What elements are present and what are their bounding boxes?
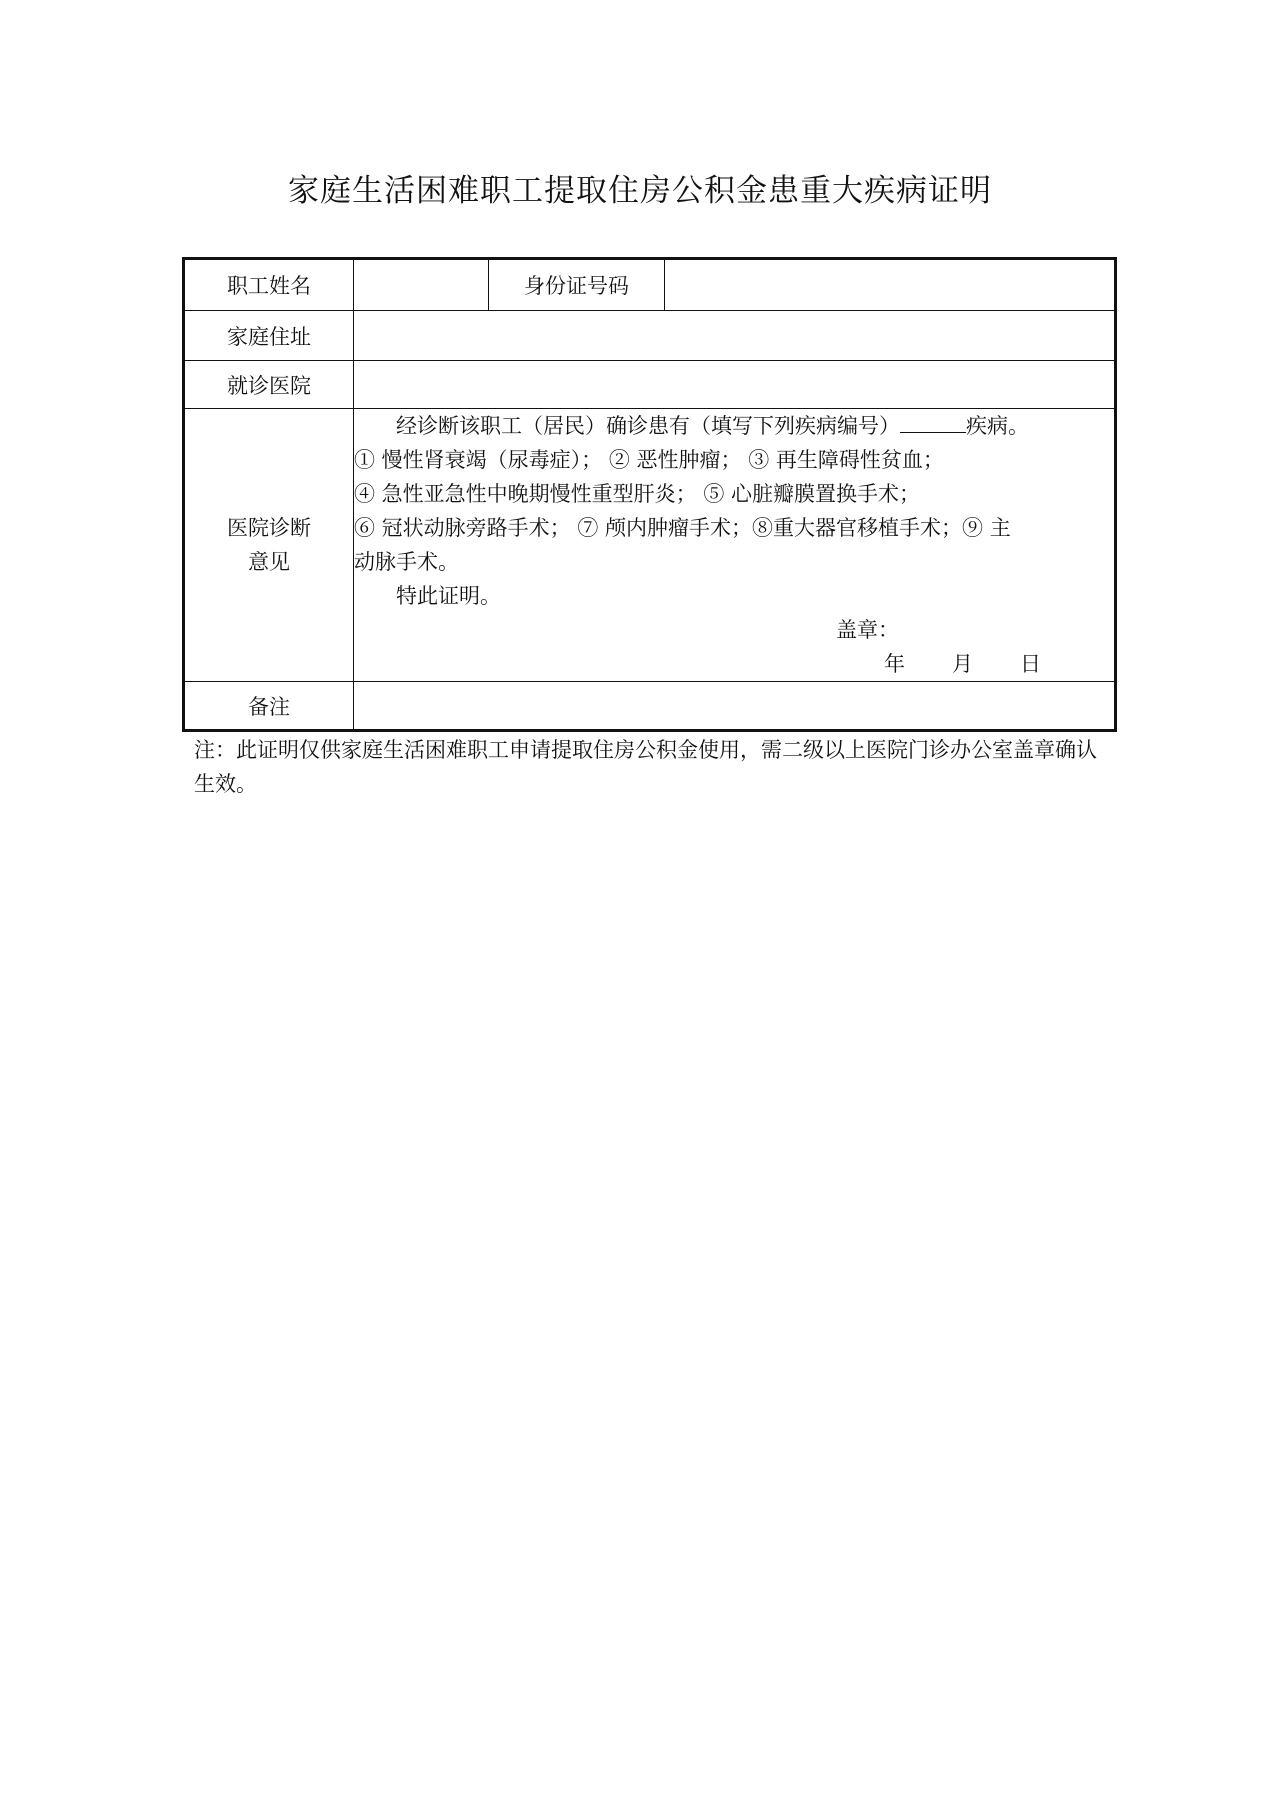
certify-text: 特此证明。 (396, 584, 501, 608)
diagnosis-label (184, 409, 354, 682)
row-diagnosis (184, 409, 1116, 682)
year-label: 年 (884, 652, 905, 676)
home-address-label: 家庭住址 (184, 311, 354, 361)
remarks-field[interactable] (354, 682, 1116, 731)
disease-number-blank[interactable] (900, 412, 966, 433)
diagnosis-intro-text: 经诊断该职工（居民）确诊患有（填写下列疾病编号） (396, 414, 900, 438)
row-remarks (184, 682, 1116, 731)
row-name-id (184, 259, 1116, 311)
diagnosis-intro-suffix: 疾病。 (966, 414, 1029, 438)
date-line (354, 647, 1114, 681)
disease-list-line-2: ④ 急性亚急性中晚期慢性重型肝炎； ⑤ 心脏瓣膜置换手术； (354, 482, 921, 506)
diagnosis-opinion (354, 409, 1116, 682)
hospital-label: 就诊医院 (184, 361, 354, 409)
row-hospital (184, 361, 1116, 409)
home-address-field[interactable] (354, 311, 1116, 361)
employee-name-field[interactable] (354, 259, 489, 311)
diagnosis-label-line2: 意见 (248, 550, 290, 574)
employee-name-label: 职工姓名 (184, 259, 354, 311)
seal-label: 盖章： (836, 618, 899, 642)
remarks-label: 备注 (184, 682, 354, 731)
diagnosis-intro-line (354, 409, 1114, 443)
id-number-field[interactable] (665, 259, 1116, 311)
id-number-label: 身份证号码 (489, 259, 665, 311)
page-title: 家庭生活困难职工提取住房公积金患重大疾病证明 (288, 173, 992, 209)
disease-list-line-4: 动脉手术。 (354, 550, 459, 574)
hospital-field[interactable] (354, 361, 1116, 409)
disease-list-line-1: ① 慢性肾衰竭（尿毒症）； ② 恶性肿瘤； ③ 再生障碍性贫血； (354, 448, 944, 472)
footnote: 注：此证明仅供家庭生活困难职工申请提取住房公积金使用，需二级以上医院门诊办公室盖章确认生效。 (194, 738, 1097, 796)
certificate-form-table (182, 257, 1117, 732)
row-address (184, 311, 1116, 361)
diagnosis-label-line1: 医院诊断 (227, 516, 311, 540)
disease-list-line-3: ⑥ 冠状动脉旁路手术； ⑦ 颅内肿瘤手术；⑧重大器官移植手术；⑨ 主 (354, 516, 1011, 540)
day-label: 日 (1020, 652, 1041, 676)
month-label: 月 (952, 652, 973, 676)
